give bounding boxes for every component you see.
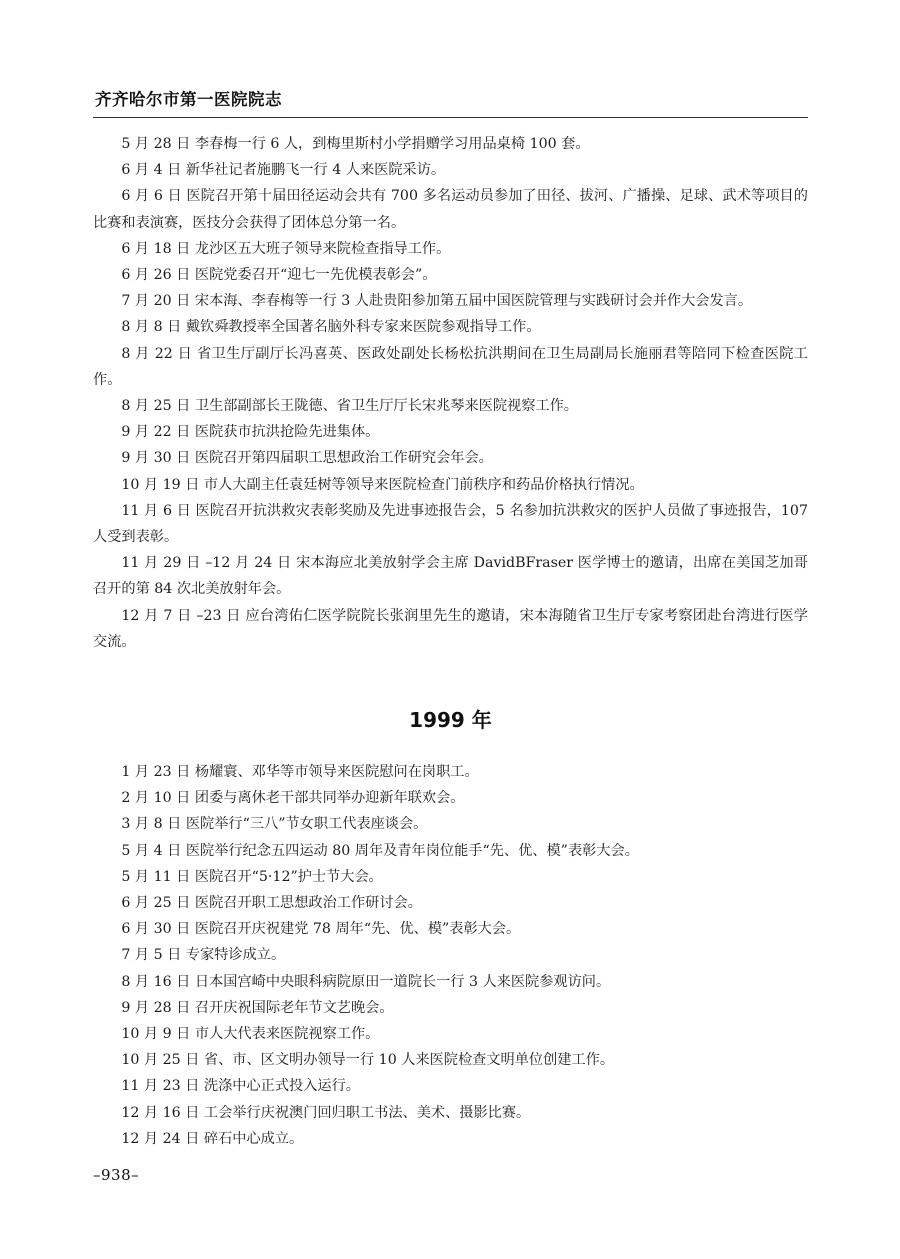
chronicle-entry: 3 月 8 日 医院举行“三八”节女职工代表座谈会。 bbox=[121, 816, 428, 833]
chronicle-entry: 8 月 25 日 卫生部副部长王陇德、省卫生厅厅长宋兆琴来医院视察工作。 bbox=[121, 398, 578, 415]
chronicle-entry: 11 月 23 日 洗涤中心正式投入运行。 bbox=[121, 1078, 360, 1095]
chronicle-entry: 12 月 16 日 工会举行庆祝澳门回归职工书法、美术、摄影比赛。 bbox=[121, 1104, 531, 1121]
chronicle-entry: 7 月 5 日 专家特诊成立。 bbox=[121, 947, 286, 964]
chronicle-entry: 11 月 6 日 医院召开抗洪救灾表彰奖励及先进事迹报告会，5 名参加抗洪救灾的医护人员做了事迹报告，107 人受到表彰。 bbox=[93, 502, 808, 546]
chronicle-entry: 8 月 22 日 省卫生厅副厅长冯喜英、医政处副处长杨松抗洪期间在卫生局副局长施丽君等陪同下检查医院工作。 bbox=[93, 345, 808, 388]
chronicle-entry: 5 月 28 日 李春梅一行 6 人，到梅里斯村小学捐赠学习用品桌椅 100 套。 bbox=[121, 136, 590, 152]
chronicle-entry: 10 月 19 日 市人大副主任袁廷树等领导来医院检查门前秩序和药品价格执行情况。 bbox=[121, 476, 644, 493]
chronicle-entry: 5 月 11 日 医院召开“5·12”护士节大会。 bbox=[121, 868, 383, 885]
chronicle-entry: 7 月 20 日 宋本海、李春梅等一行 3 人赴贵阳参加第五届中国医院管理与实践研讨会并作大会发言。 bbox=[121, 293, 753, 310]
running-header-title: 齐齐哈尔市第一医院院志 bbox=[95, 90, 282, 109]
chronicle-entry: 6 月 6 日 医院召开第十届田径运动会共有 700 多名运动员参加了田径、拔河、广播操、足球、武术等项目的比赛和表演赛，医技分会获得了团体总分第一名。 bbox=[93, 188, 808, 231]
chronicle-entry: 6 月 4 日 新华社记者施鹏飞一行 4 人来医院采访。 bbox=[121, 162, 446, 179]
chronicle-entry: 5 月 4 日 医院举行纪念五四运动 80 周年及青年岗位能手“先、优、模”表彰大会。 bbox=[121, 842, 639, 859]
chronicle-entry: 6 月 25 日 医院召开职工思想政治工作研讨会。 bbox=[121, 895, 422, 912]
chronicle-entry: 2 月 10 日 团委与离休老干部共同举办迎新年联欢会。 bbox=[121, 790, 465, 807]
entries-1999 bbox=[93, 759, 808, 1152]
year-heading-1999: 1999 年 bbox=[409, 708, 492, 732]
chronicle-entry: 9 月 28 日 召开庆祝国际老年节文艺晚会。 bbox=[121, 999, 394, 1016]
chronicle-entry: 12 月 24 日 碎石中心成立。 bbox=[121, 1130, 304, 1147]
chronicle-entry: 8 月 16 日 日本国宫崎中央眼科病院原田一道院长一行 3 人来医院参观访问。 bbox=[121, 973, 611, 990]
chronicle-entry: 9 月 30 日 医院召开第四届职工思想政治工作研究会年会。 bbox=[121, 450, 493, 467]
chronicle-entry: 11 月 29 日 –12 月 24 日 宋本海应北美放射学会主席 DavidBFraser 医学博士的邀请，出席在美国芝加哥召开的第 84 次北美放射年会。 bbox=[93, 555, 808, 598]
chronicle-entry: 10 月 9 日 市人大代表来医院视察工作。 bbox=[121, 1026, 380, 1043]
header-rule bbox=[93, 117, 808, 118]
chronicle-entry: 10 月 25 日 省、市、区文明办领导一行 10 人来医院检查文明单位创建工作。 bbox=[121, 1052, 615, 1069]
chronicle-entry: 6 月 18 日 龙沙区五大班子领导来院检查指导工作。 bbox=[121, 240, 451, 257]
chronicle-entry: 8 月 8 日 戴钦舜教授率全国著名脑外科专家来医院参观指导工作。 bbox=[121, 319, 541, 336]
chronicle-entry: 6 月 26 日 医院党委召开“迎七一先优模表彰会”。 bbox=[121, 267, 437, 284]
entries-1998 bbox=[93, 131, 808, 655]
page-number: –938– bbox=[93, 1166, 140, 1184]
chronicle-entry: 1 月 23 日 杨耀寰、邓华等市领导来医院慰问在岗职工。 bbox=[121, 764, 479, 780]
chronicle-entry: 12 月 7 日 –23 日 应台湾佑仁医学院院长张润里先生的邀请，宋本海随省卫生厅专家考察团赴台湾进行医学交流。 bbox=[93, 607, 808, 650]
chronicle-entry: 9 月 22 日 医院获市抗洪抢险先进集体。 bbox=[121, 424, 380, 441]
chronicle-entry: 6 月 30 日 医院召开庆祝建党 78 周年“先、优、模”表彰大会。 bbox=[121, 921, 521, 938]
